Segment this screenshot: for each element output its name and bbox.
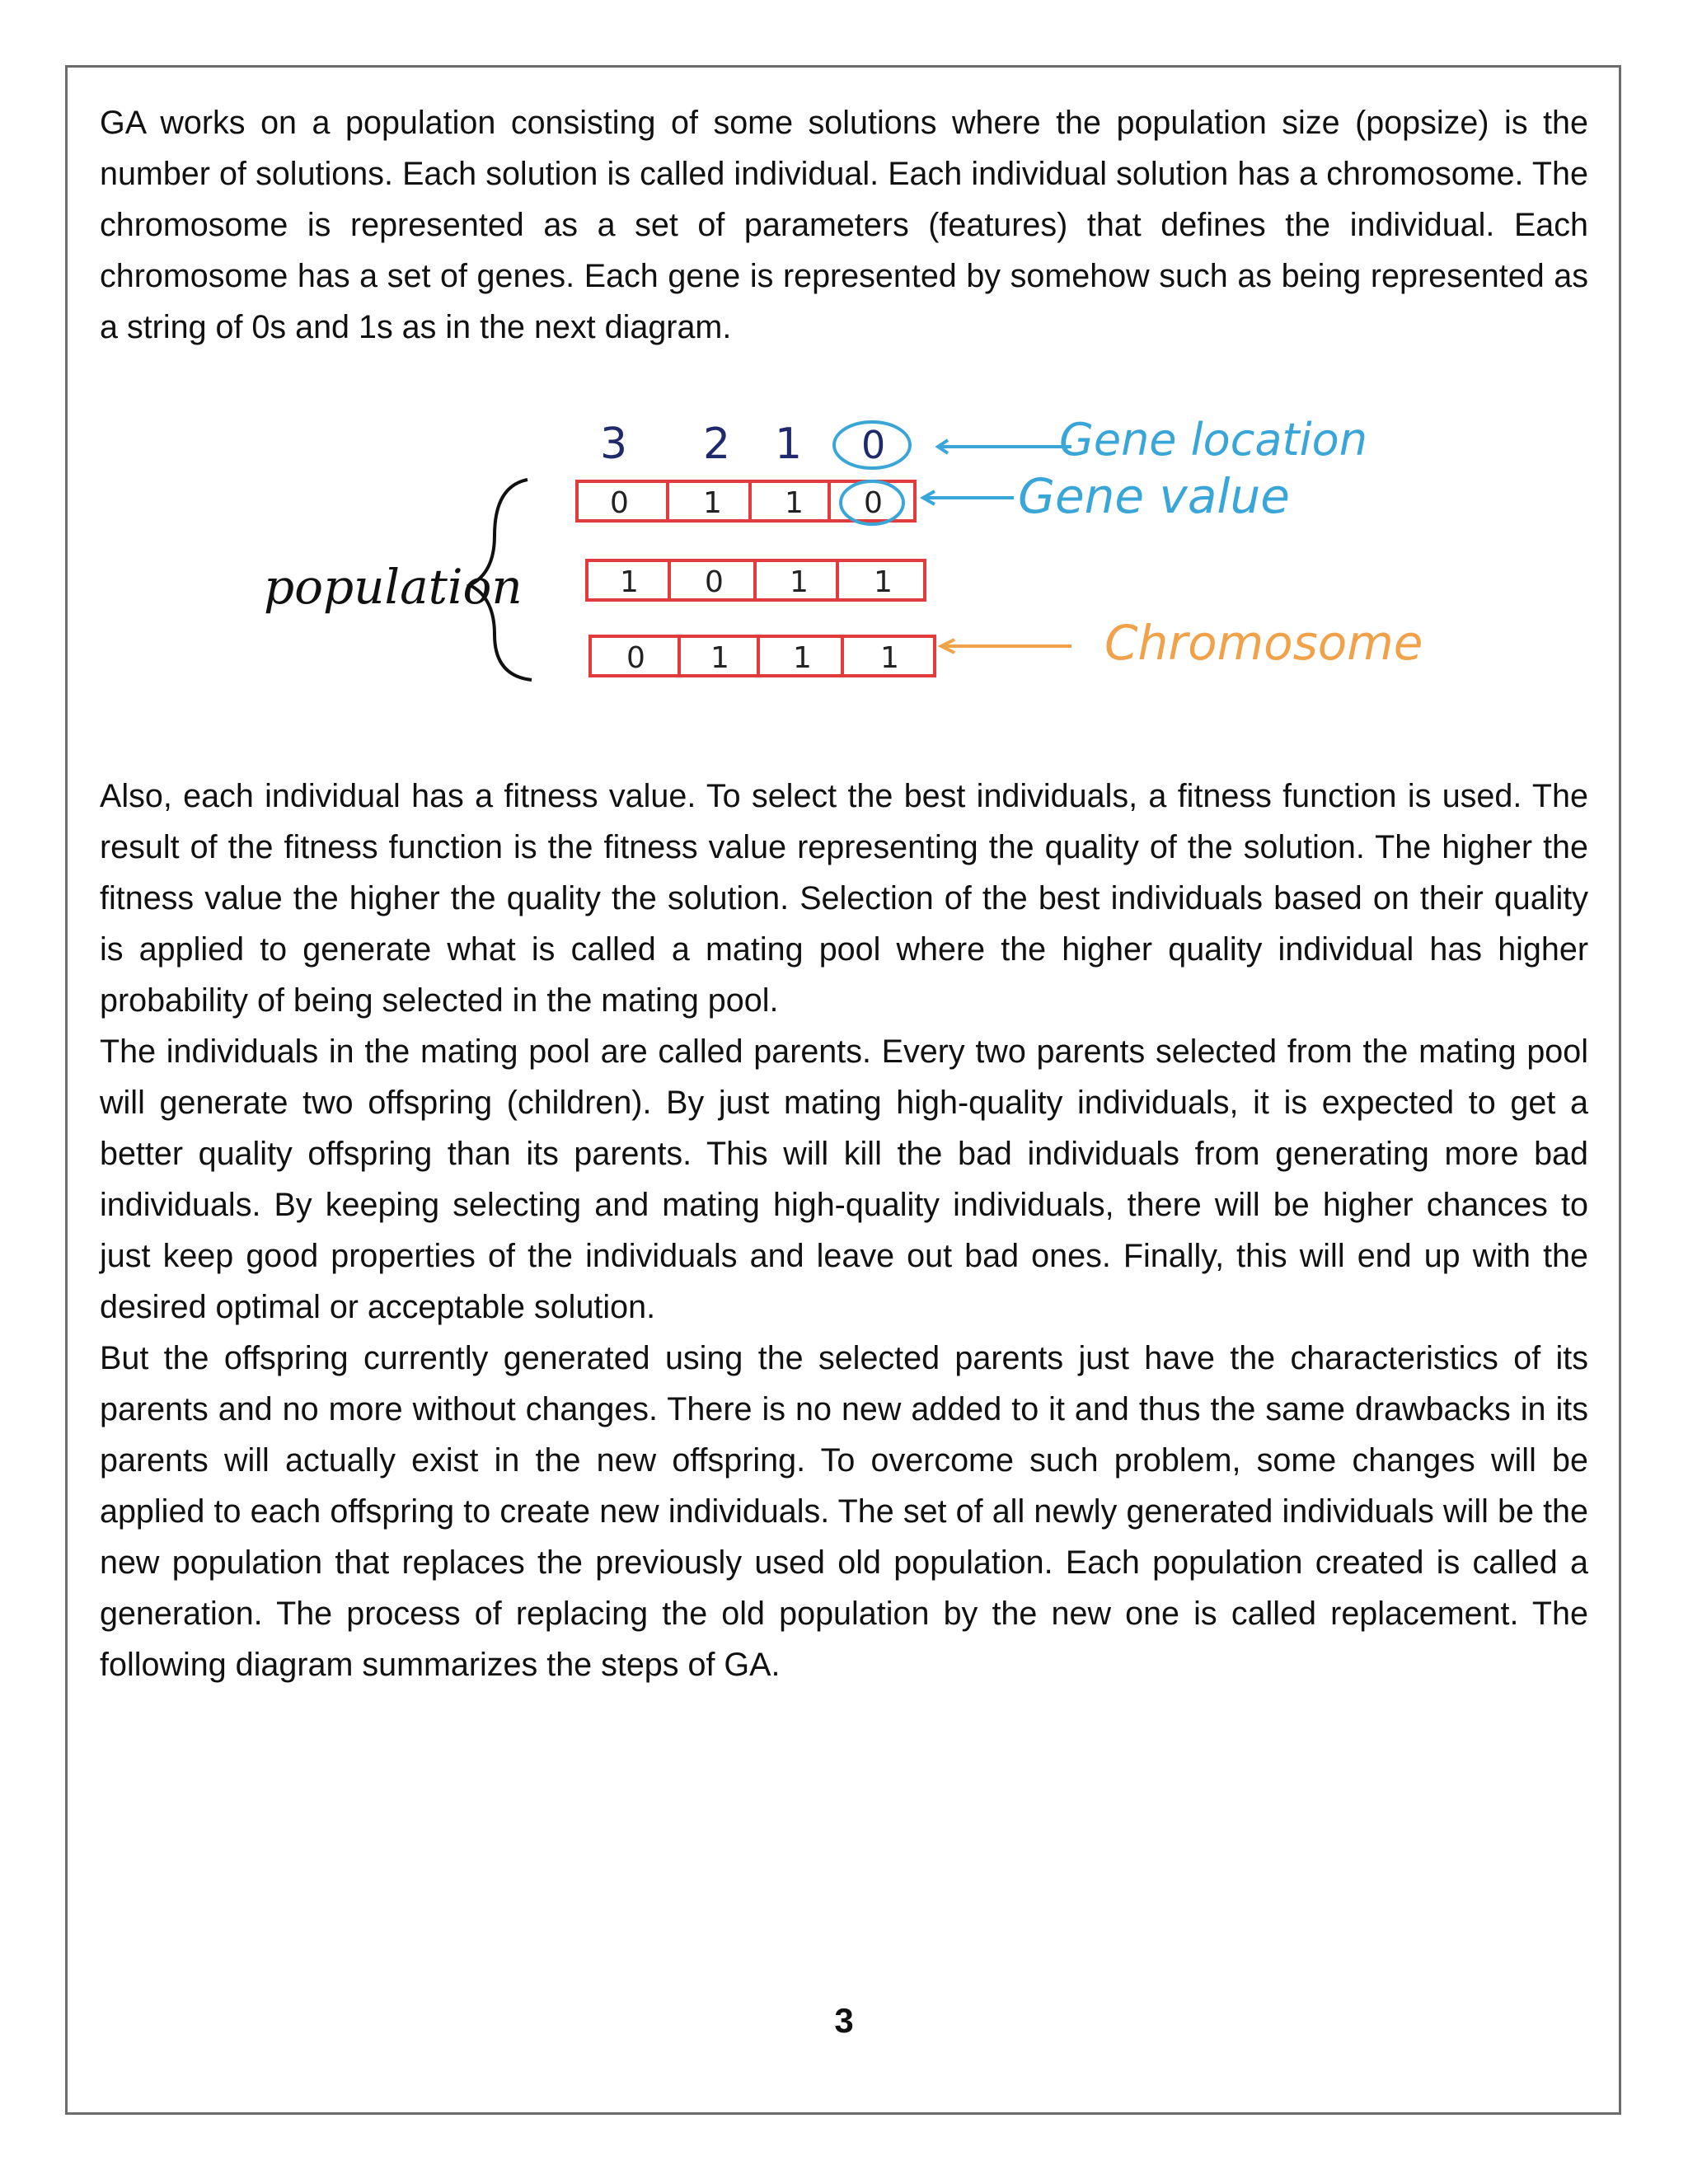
gene-cell: 1 (710, 641, 729, 675)
chromosome-row-3 (590, 636, 935, 676)
chromosome-row-2 (587, 560, 925, 600)
population-label: population (264, 559, 523, 615)
gene-cell: 1 (880, 641, 899, 675)
paragraph: But the offspring currently generated using the selected parents just have the characteristics of its parents and no more without changes. There is no new added to it and thus the same drawbacks in its parents will actually exist in the new offspring. To overcome such problem, some changes will be applied to each offspring to create new individuals. The set of all newly generated individuals will be the new population that replaces the previously used old population. Each population created is called a generation. The process of replacing the old population by the new one is called replacement. The following diagram summarizes the steps of GA. (100, 1340, 1588, 1683)
gene-index-0: 0 (861, 423, 886, 467)
paragraph: The individuals in the mating pool are called parents. Every two parents selected from the mating pool will generate two offspring (children). By just mating high-quality individuals, it is expected to get a better quality offspring than its parents. This will kill the bad individuals from generating more bad individuals. By keeping selecting and mating high-quality individuals, there will be higher chances to just keep good properties of the individuals and leave out bad ones. Finally, this will end up with the desired optimal or acceptable solution. (100, 1033, 1588, 1325)
gene-index-2: 2 (703, 419, 731, 469)
page-number: 3 (834, 2001, 854, 2040)
gene-cell: 1 (703, 486, 722, 520)
gene-cell: 1 (793, 641, 812, 675)
gene-cell: 0 (864, 486, 883, 520)
gene-cell: 1 (874, 565, 893, 599)
gene-index-1: 1 (775, 419, 803, 469)
chromosome-diagram (247, 412, 1451, 709)
gene-cell: 0 (705, 565, 724, 599)
gene-location-label: Gene location (1059, 414, 1367, 466)
gene-value-label: Gene value (1018, 468, 1290, 524)
paragraph: GA works on a population consisting of some solutions where the population size (popsize) is the number of solutions. Each solution is called individual. Each individual solution has a chromosome. The chromosome is represented as a set of parameters (features) that defines the individual. Each chromosome has a set of genes. Each gene is represented by somehow such as being represented as a string of 0s and 1s as in the next diagram. (100, 105, 1588, 345)
intro-text (100, 97, 1588, 353)
gene-cell: 0 (610, 486, 629, 520)
chromosome-label: Chromosome (1104, 615, 1423, 671)
gene-cell: 1 (620, 565, 639, 599)
gene-cell: 1 (790, 565, 809, 599)
chromosome-row-1 (577, 481, 915, 524)
gene-cell: 1 (785, 486, 804, 520)
gene-index-3: 3 (600, 419, 628, 469)
paragraph: Also, each individual has a fitness value. To select the best individuals, a fitness function is used. The result of the fitness function is the fitness value representing the quality of the solution. The higher the fitness value the higher the quality the solution. Selection of the best individuals based on their quality is applied to generate what is called a mating pool where the higher quality individual has higher probability of being selected in the mating pool. (100, 778, 1588, 1019)
body-text (100, 771, 1588, 1690)
gene-cell: 0 (626, 641, 645, 675)
